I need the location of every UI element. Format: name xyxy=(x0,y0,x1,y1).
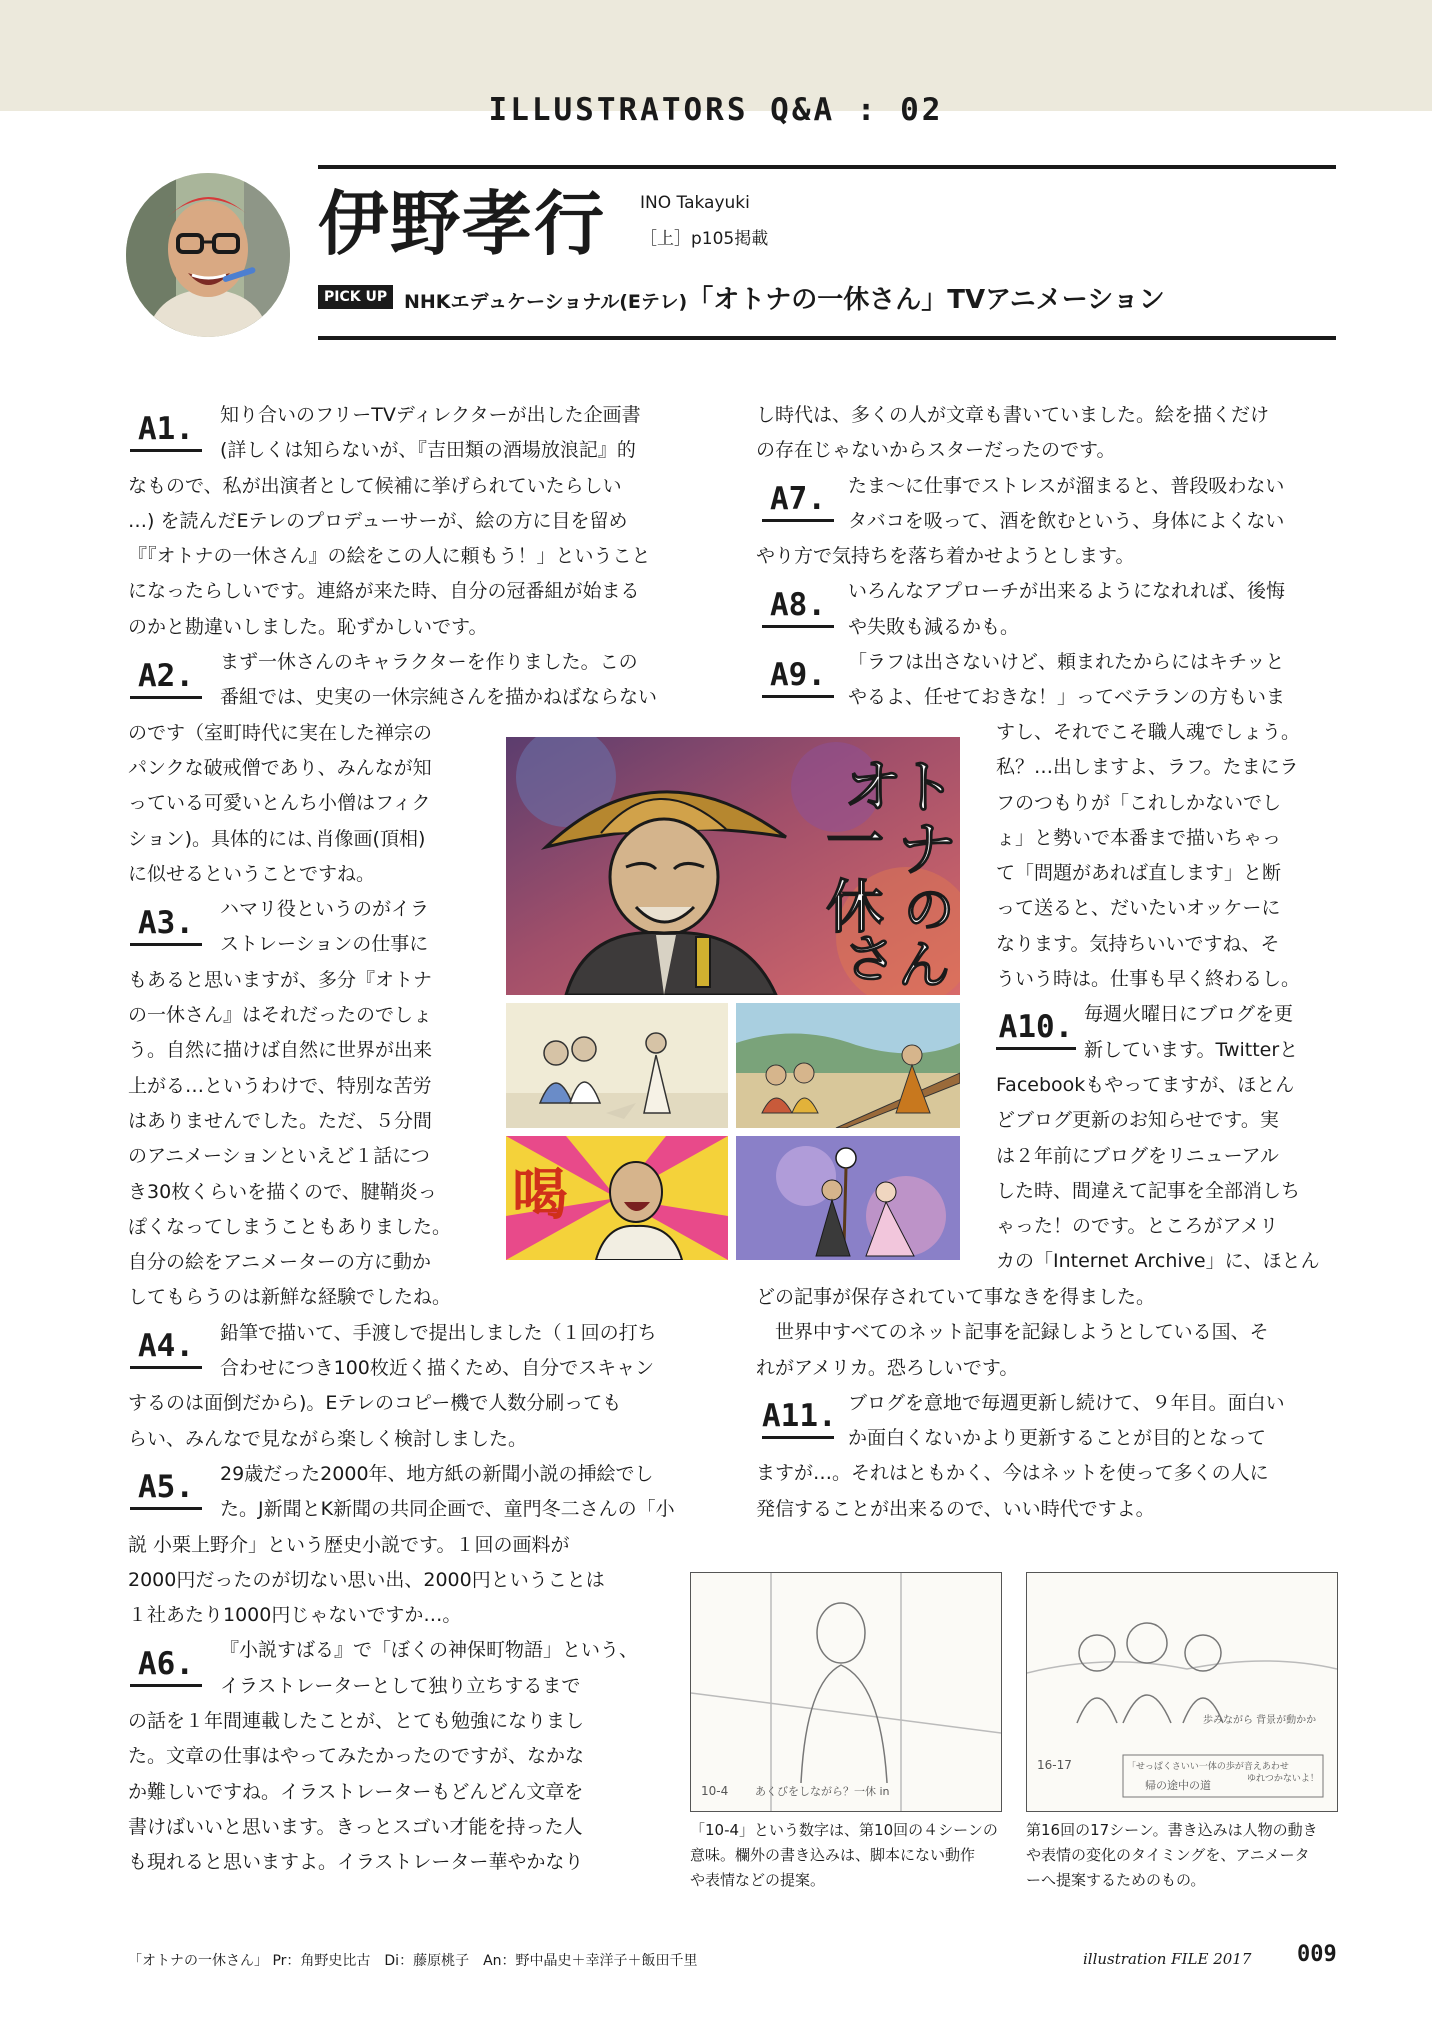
text-line: し時代は、多くの人が文章も書いていました。絵を描くだけ xyxy=(756,404,1270,426)
storyboard-sketch-2 xyxy=(1026,1572,1338,1812)
author-name: 伊野孝行 xyxy=(318,182,606,265)
sketch-scene-tag: 16-17 xyxy=(1037,1758,1072,1772)
text-line: なもので、私が出演者として候補に挙げられていたらしい xyxy=(128,474,622,497)
text-line: どの記事が保存されていて事なきを得ました。 xyxy=(756,1286,1156,1308)
pickup-program: 「オトナの一休さん」TVアニメーション xyxy=(687,285,1165,315)
text-line: になったらしいです。連絡が来た時、自分の冠番組が始まる xyxy=(128,580,640,603)
answer-label-a10: A10. xyxy=(996,1007,1076,1050)
text-line: らい、みんなで見ながら楽しく検討しました。 xyxy=(128,1427,528,1450)
text-line: た。J新聞とK新聞の共同企画で、童門冬二さんの「小 xyxy=(220,1498,675,1521)
page-number: 009 xyxy=(1297,1942,1337,1967)
scene-skull-illustration xyxy=(736,1136,960,1260)
answer-label-a4: A4. xyxy=(130,1326,202,1369)
text-line: た。文章の仕事はやってみたかったのですが、なかな xyxy=(128,1745,585,1768)
text-line: の一休さん』はそれだったのでしょ xyxy=(128,1004,433,1027)
text-line: もあると思いますが、多分『オトナ xyxy=(128,968,433,991)
text-line: フのつもりが「これしかないでし xyxy=(996,791,1282,814)
header-rule-bottom xyxy=(318,336,1336,340)
author-portrait xyxy=(126,173,290,337)
text-line: …) を読んだEテレのプロデューサーが、絵の方に目を留め xyxy=(128,509,628,532)
text-line: 書けばいいと思います。きっとスゴい才能を持った人 xyxy=(128,1815,583,1838)
text-line: 新しています。Twitterと xyxy=(1084,1038,1299,1061)
text-line: のかと勘違いしました。恥ずかしいです。 xyxy=(128,615,488,638)
text-line: まず一休さんのキャラクターを作りました。この xyxy=(220,651,638,674)
text-line: ういう時は。仕事も早く終わるし。 xyxy=(996,968,1301,991)
text-line: 『小説すばる』で「ぼくの神保町物語」という、 xyxy=(220,1639,639,1662)
text-line: ブログを意地で毎週更新し続けて、９年目。面白い xyxy=(848,1391,1285,1414)
text-line: パンクな破戒僧であり、みんなが知 xyxy=(128,756,432,779)
text-line: れがアメリカ。恐ろしいです。 xyxy=(756,1356,1019,1379)
text-line: ょ」と勢いで本番まで描いちゃっ xyxy=(996,826,1282,849)
title-char: ん xyxy=(898,935,951,995)
text-line: １社あたり1000円じゃないですか…。 xyxy=(128,1604,462,1627)
text-line: や失敗も減るかも。 xyxy=(848,615,1020,638)
ikkyu-key-visual xyxy=(506,737,960,995)
text-line: の存在じゃないからスターだったのです。 xyxy=(756,439,1116,462)
text-line: 発信することが出来るので、いい時代ですよ。 xyxy=(756,1497,1155,1520)
title-char: の xyxy=(904,880,954,939)
sketch-caption-2 xyxy=(1026,1818,1318,1893)
text-line: か面白くないかより更新することが目的となって xyxy=(848,1427,1267,1450)
text-line: してもらうのは新鮮な経験でしたね。 xyxy=(128,1286,452,1309)
sketch-bubble-2: ゆれつかないよ！ xyxy=(1247,1774,1319,1784)
text-line: 「ラフは出さないけど、頼まれたからにはキチッと xyxy=(848,651,1285,674)
text-line: ぽくなってしまうこともありました。 xyxy=(128,1215,452,1238)
text-line: カの「Internet Archive」に、ほとん xyxy=(996,1250,1320,1273)
caption-line: や表情の変化のタイミングを、アニメータ xyxy=(1026,1846,1310,1864)
caption-line: 第16回の17シーン。書き込みは人物の動き xyxy=(1026,1821,1318,1839)
right-text-column-lower xyxy=(756,1280,1336,1527)
text-line: 『『オトナの一休さん』の絵をこの人に頼もう！」ということ xyxy=(128,545,651,568)
text-line: ストレーションの仕事に xyxy=(220,933,429,956)
text-line: 説 小栗上野介」という歴史小説です。１回の画料が xyxy=(128,1533,570,1556)
text-line: なります。気持ちいいですね、そ xyxy=(996,932,1280,955)
title-char: オ xyxy=(844,753,903,821)
scene-panel-4 xyxy=(736,1136,960,1260)
text-line: 私？…出しますよ、ラフ。たまにラ xyxy=(996,756,1299,779)
text-line: すし、それでこそ職人魂でしょう。 xyxy=(996,721,1301,743)
text-line: 世界中すべてのネット記事を記録しようとしている国、そ xyxy=(756,1321,1269,1344)
text-line: した時、間違えて記事を全部消しち xyxy=(996,1179,1301,1202)
portrait-illustration xyxy=(126,173,290,337)
caption-line: 「10-4」という数字は、第10回の４シーンの xyxy=(690,1821,998,1839)
text-line: ハマリ役というのがイラ xyxy=(220,898,430,921)
answer-label-a11: A11. xyxy=(762,1396,834,1439)
scene-panel-1 xyxy=(506,1003,728,1128)
text-line: て「問題があれば直します」と断 xyxy=(996,862,1282,885)
sketch-bubble: 「せっぱくさいい一体の歩が音えあわせ xyxy=(1127,1762,1289,1772)
text-line: 番組では、史実の一休宗純さんを描かねばならない xyxy=(220,686,658,709)
text-line: か難しいですね。イラストレーターもどんどん文章を xyxy=(128,1780,584,1803)
caption-line: 意味。欄外の書き込みは、脚本にない動作 xyxy=(690,1846,976,1864)
text-line: き30枚くらいを描くので、腱鞘炎っ xyxy=(128,1180,437,1203)
title-char: ト xyxy=(898,753,957,821)
caption-line: ーへ提案するためのもの。 xyxy=(1026,1871,1206,1889)
author-romaji: INO Takayuki xyxy=(640,193,750,213)
text-line: (詳しくは知らないが、『吉田類の酒場放浪記』的 xyxy=(220,439,636,462)
publication-reference: ［上］p105掲載 xyxy=(640,229,769,249)
scene-shout-illustration xyxy=(506,1136,728,1260)
scene-panel-2 xyxy=(736,1003,960,1128)
title-char: 一 xyxy=(826,808,885,876)
title-char: さ xyxy=(844,929,897,990)
scene-river-illustration xyxy=(736,1003,960,1128)
storyboard-sketch-1 xyxy=(690,1572,1002,1812)
pickup-prefix: NHKエデュケーショナル(Eテレ) xyxy=(404,291,688,313)
text-line: するのは面倒だから)。Eテレのコピー機で人数分刷っても xyxy=(128,1392,622,1415)
text-line: っている可愛いとんち小僧はフィク xyxy=(128,792,431,815)
text-line: 自分の絵をアニメーターの方に動か xyxy=(128,1251,432,1274)
sketch-note: あくびをしながら？一休 in xyxy=(755,1785,890,1798)
text-line: ション)。具体的には､肖像画(頂相) xyxy=(128,827,426,850)
text-line: 毎週火曜日にブログを更 xyxy=(1084,1003,1294,1026)
text-line: 上がる…というわけで、特別な苦労 xyxy=(128,1074,432,1097)
text-line: 29歳だった2000年、地方紙の新聞小説の挿絵でし xyxy=(220,1462,654,1485)
title-char: 休 xyxy=(826,873,885,941)
answer-label-a5: A5. xyxy=(130,1467,202,1510)
scene-monks-illustration xyxy=(506,1003,728,1128)
text-line: に似せるということですね。 xyxy=(128,862,376,885)
answer-label-a8: A8. xyxy=(762,585,834,628)
text-line: 合わせにつき100枚近く描くため、自分でスキャン xyxy=(220,1357,655,1380)
answer-label-a9: A9. xyxy=(762,655,834,698)
caption-line: や表情などの提案。 xyxy=(690,1871,826,1889)
right-narrow-column xyxy=(996,715,1336,1280)
text-line: やるよ、任せておきな！」ってベテランの方もいま xyxy=(848,686,1286,709)
text-line: 知り合いのフリーTVディレクターが出した企画書 xyxy=(220,404,641,426)
sketch-drawing xyxy=(691,1573,1001,1811)
text-line: の話を１年間連載したことが、とても勉強になりまし xyxy=(128,1709,585,1732)
shout-character: 喝 xyxy=(512,1162,568,1228)
sketch-box-note: 帰の途中の道 xyxy=(1145,1779,1211,1792)
text-line: どブログ更新のお知らせです。実 xyxy=(996,1109,1279,1132)
answer-label-a6: A6. xyxy=(130,1644,202,1687)
text-line: う。自然に描けば自然に世界が出来 xyxy=(128,1039,433,1062)
text-line: のアニメーションといえど１話につ xyxy=(128,1145,430,1168)
header-rule-top xyxy=(318,165,1336,169)
sketch-caption-1 xyxy=(690,1818,998,1893)
sketch-scene-tag: 10-4 xyxy=(701,1784,729,1798)
text-line: やり方で気持ちを落ち着かせようとします。 xyxy=(756,545,1135,568)
text-line: 2000円だったのが切ない思い出、2000円ということは xyxy=(128,1568,605,1591)
sketch-drawing xyxy=(1027,1573,1337,1811)
right-text-column xyxy=(756,398,1336,716)
text-line: も現れると思いますよ。イラストレーター華やかなり xyxy=(128,1851,584,1874)
text-line: のです（室町時代に実在した禅宗の xyxy=(128,721,433,744)
text-line: って送ると、だいたいオッケーに xyxy=(996,897,1281,920)
publication-brand: illustration FILE 2017 xyxy=(1083,1950,1252,1968)
answer-label-a1: A1. xyxy=(130,409,202,452)
text-line: はありませんでした。ただ、５分間 xyxy=(128,1109,433,1132)
answer-label-a3: A3. xyxy=(130,903,202,946)
text-line: いろんなアプローチが出来るようになれれば、後悔 xyxy=(848,580,1286,603)
text-line: Facebookもやってますが、ほとん xyxy=(996,1073,1295,1096)
title-char: ナ xyxy=(898,815,957,883)
scene-panel-3 xyxy=(506,1136,728,1260)
main-illustration xyxy=(506,737,960,995)
sketch-note: 歩みながら 背景が動かか xyxy=(1203,1715,1317,1726)
pickup-badge: PICK UP xyxy=(318,285,393,309)
answer-label-a2: A2. xyxy=(130,656,202,699)
credits-line: 「オトナの一休さん」 Pr：角野史比古 Di：藤原桃子 An：野中晶史＋幸洋子＋飯田千里 xyxy=(128,1953,698,1969)
series-title: ILLUSTRATORS Q&A : 02 xyxy=(488,92,944,128)
pickup-title xyxy=(404,279,1165,316)
text-line: イラストレーターとして独り立ちするまで xyxy=(220,1674,581,1697)
text-line: タバコを吸って、酒を飲むという、身体によくない xyxy=(848,509,1285,532)
text-line: 鉛筆で描いて、手渡しで提出しました（１回の打ち xyxy=(220,1321,657,1344)
text-line: ゃった！のです。ところがアメリ xyxy=(996,1215,1279,1238)
answer-label-a7: A7. xyxy=(762,479,834,522)
text-line: は２年前にブログをリニューアル xyxy=(996,1144,1279,1167)
text-line: ますが…。それはともかく、今はネットを使って多くの人に xyxy=(756,1462,1269,1485)
text-line: たま〜に仕事でストレスが溜まると、普段吸わない xyxy=(848,474,1285,497)
